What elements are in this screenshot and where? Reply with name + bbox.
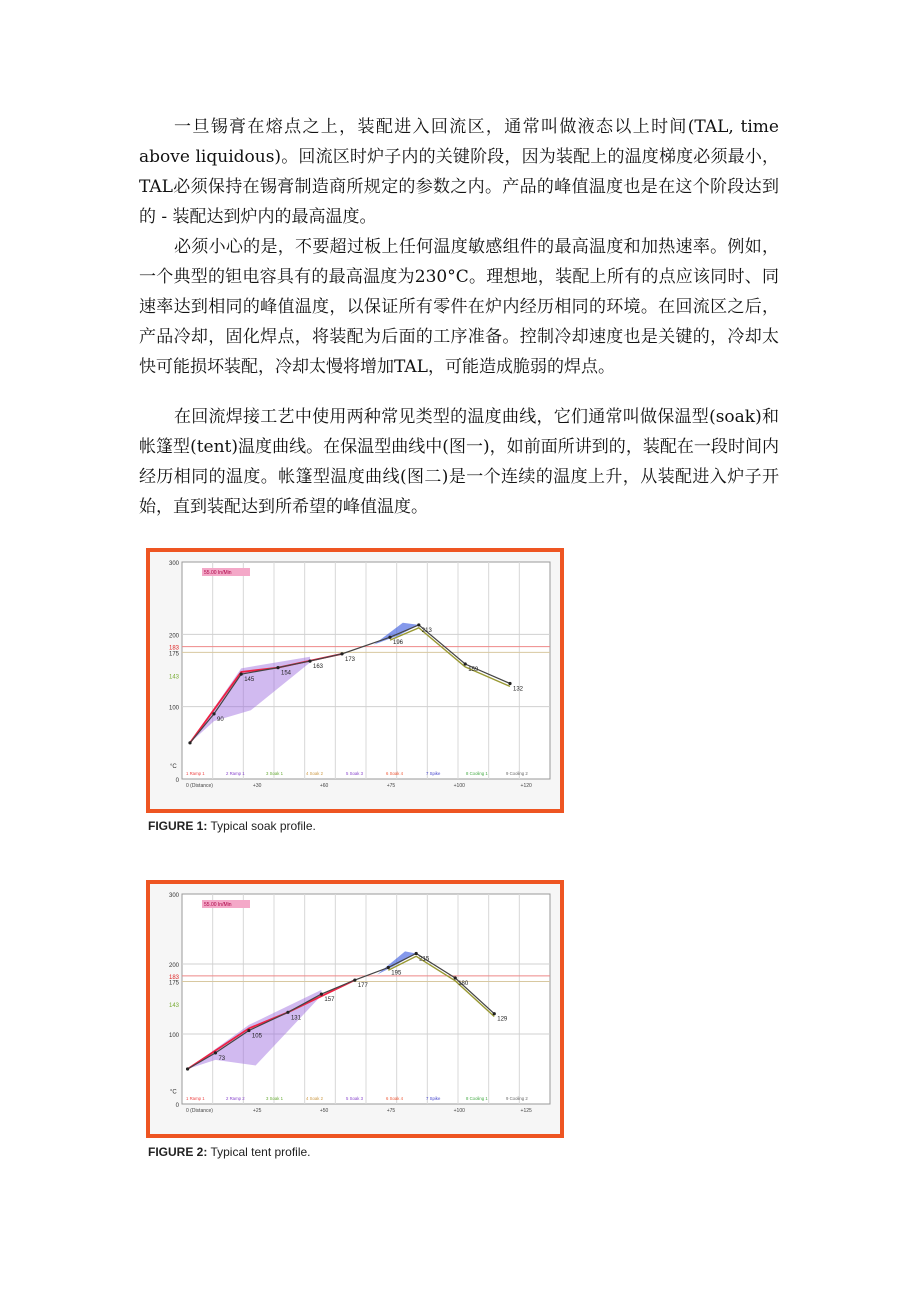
data-point (276, 666, 279, 669)
data-label: 215 (419, 956, 430, 963)
zone-label: 3 Soak 1 (266, 771, 283, 776)
y-tick-label: 143 (168, 674, 179, 681)
y-tick-label: 300 (168, 561, 179, 567)
speed-badge: 55.00 In/Min (204, 570, 232, 576)
tent-profile-chart (150, 884, 560, 1134)
y-tick-label: 183 (168, 645, 179, 652)
data-point (188, 741, 191, 744)
zone-label: 7 Spike (426, 771, 441, 776)
zone-label: 9 Cooling 2 (506, 1096, 528, 1101)
paragraph-peak-temperature: 必须小心的是，不要超过板上任何温度敏感组件的最高温度和加热速率。例如，一个典型的钽电容具有的最高温度为230°C。理想地，装配上所有的点应该同时、同速率达到相同的峰值温度，以保证所有零件在炉内经历相同的环境。在回流区之后，产品冷却，固化焊点，将装配为后面的工序准备。控制冷却速度也是关键的，冷却太快可能损坏装配，冷却太慢将增加TAL，可能造成脆弱的焊点。 (139, 237, 779, 377)
data-point (387, 966, 390, 969)
y-tick-label: 175 (168, 980, 179, 987)
data-point (320, 993, 323, 996)
data-point (454, 976, 457, 979)
paragraph-profile-types: 在回流焊接工艺中使用两种常见类型的温度曲线，它们通常叫做保温型(soak)和帐篷型(tent)温度曲线。在保温型曲线中(图一)，如前面所讲到的，装配在一段时间内经历相同的温度。帐篷型温度曲线(图二)是一个连续的温度上升，从装配进入炉子开始，直到装配达到所希望的峰值温度。 (139, 407, 779, 517)
zone-label: 8 Cooling 1 (466, 771, 488, 776)
zone-label: 2 Ramp 2 (226, 1096, 245, 1101)
data-point (353, 979, 356, 982)
soak-profile-chart (150, 552, 560, 809)
data-label: 213 (421, 627, 432, 634)
time-label: +75 (386, 1108, 396, 1114)
time-label: +30 (252, 783, 262, 789)
data-label: 145 (244, 677, 255, 684)
y-tick-label: 0 (175, 1103, 179, 1109)
data-label: 131 (290, 1015, 301, 1022)
speed-badge: 55.00 In/Min (204, 902, 232, 908)
zone-label: 9 Cooling 2 (506, 771, 528, 776)
y-tick-label: 200 (168, 633, 179, 640)
zone-label: 2 Ramp 1 (226, 771, 245, 776)
time-label: 0 (Distance) (186, 1108, 213, 1114)
zone-label: 6 Soak 4 (386, 771, 403, 776)
data-label: 163 (313, 664, 324, 671)
zone-label: 5 Soak 3 (346, 1096, 363, 1101)
time-label: +120 (520, 783, 532, 789)
time-label: +75 (386, 783, 396, 789)
figure-2-label: FIGURE 2: (148, 1145, 208, 1159)
y-tick-label: 143 (168, 1002, 179, 1009)
zone-label: 8 Cooling 1 (466, 1096, 488, 1101)
zone-label: 4 Soak 2 (306, 1096, 323, 1101)
figure-tent-profile (146, 880, 564, 1138)
zone-label: 1 Ramp 1 (186, 1096, 205, 1101)
data-point (286, 1011, 289, 1014)
data-label: 105 (251, 1033, 262, 1040)
data-point (415, 952, 418, 955)
data-point (508, 682, 511, 685)
figure-1-caption (148, 819, 316, 833)
data-point (308, 659, 311, 662)
y-tick-label: 100 (168, 705, 179, 712)
time-label: +25 (252, 1108, 262, 1114)
y-tick-label: 100 (168, 1033, 179, 1039)
y-axis-unit: °C (170, 1089, 177, 1096)
data-label: 90 (217, 716, 224, 723)
data-label: 73 (218, 1055, 226, 1062)
data-label: 177 (357, 983, 368, 990)
paragraph-tal: 一旦锡膏在熔点之上，装配进入回流区，通常叫做液态以上时间(TAL, time above liquidous)。回流区时炉子内的关键阶段，因为装配上的温度梯度必须最小，TAL必须保持在锡膏制造商所规定的参数之内。产品的峰值温度也是在这个阶段达到的 - 装配达到炉内的最高温度。 (139, 117, 779, 227)
time-label: 0 (Distance) (186, 783, 213, 789)
data-point (186, 1067, 189, 1070)
data-label: 154 (281, 670, 292, 677)
y-tick-label: 183 (168, 974, 179, 981)
data-label: 157 (324, 997, 335, 1004)
data-point (388, 636, 391, 639)
zone-label: 3 Soak 1 (266, 1096, 283, 1101)
y-tick-label: 0 (175, 778, 179, 784)
time-label: +100 (453, 1108, 465, 1114)
data-label: 132 (513, 686, 524, 693)
data-point (417, 623, 420, 626)
data-point (464, 662, 467, 665)
data-label: 159 (468, 666, 479, 673)
data-point (240, 673, 243, 676)
figure-1-text: Typical soak profile. (210, 819, 316, 833)
time-label: +125 (520, 1108, 532, 1114)
data-label: 180 (458, 981, 469, 987)
y-tick-label: 200 (168, 963, 179, 969)
time-label: +100 (453, 783, 465, 789)
data-point (340, 652, 343, 655)
zone-label: 4 Soak 2 (306, 771, 323, 776)
data-point (214, 1051, 217, 1054)
y-axis-unit: °C (170, 764, 177, 771)
zone-label: 7 Spike (426, 1096, 441, 1101)
time-label: +60 (319, 783, 329, 789)
figure-2-caption (148, 1145, 311, 1159)
zone-label: 1 Ramp 1 (186, 771, 205, 776)
data-label: 129 (497, 1016, 508, 1023)
y-tick-label: 300 (168, 893, 179, 899)
figure-soak-profile (146, 548, 564, 813)
data-label: 195 (391, 970, 402, 977)
time-label: +50 (319, 1108, 329, 1114)
data-label: 173 (345, 656, 356, 663)
figure-2-text: Typical tent profile. (210, 1145, 311, 1159)
data-point (247, 1029, 250, 1032)
figure-1-label: FIGURE 1: (148, 819, 208, 833)
data-point (212, 712, 215, 715)
data-point (493, 1012, 496, 1015)
zone-label: 5 Soak 3 (346, 771, 363, 776)
y-tick-label: 175 (168, 651, 179, 658)
data-label: 196 (393, 640, 404, 647)
zone-label: 6 Soak 4 (386, 1096, 403, 1101)
